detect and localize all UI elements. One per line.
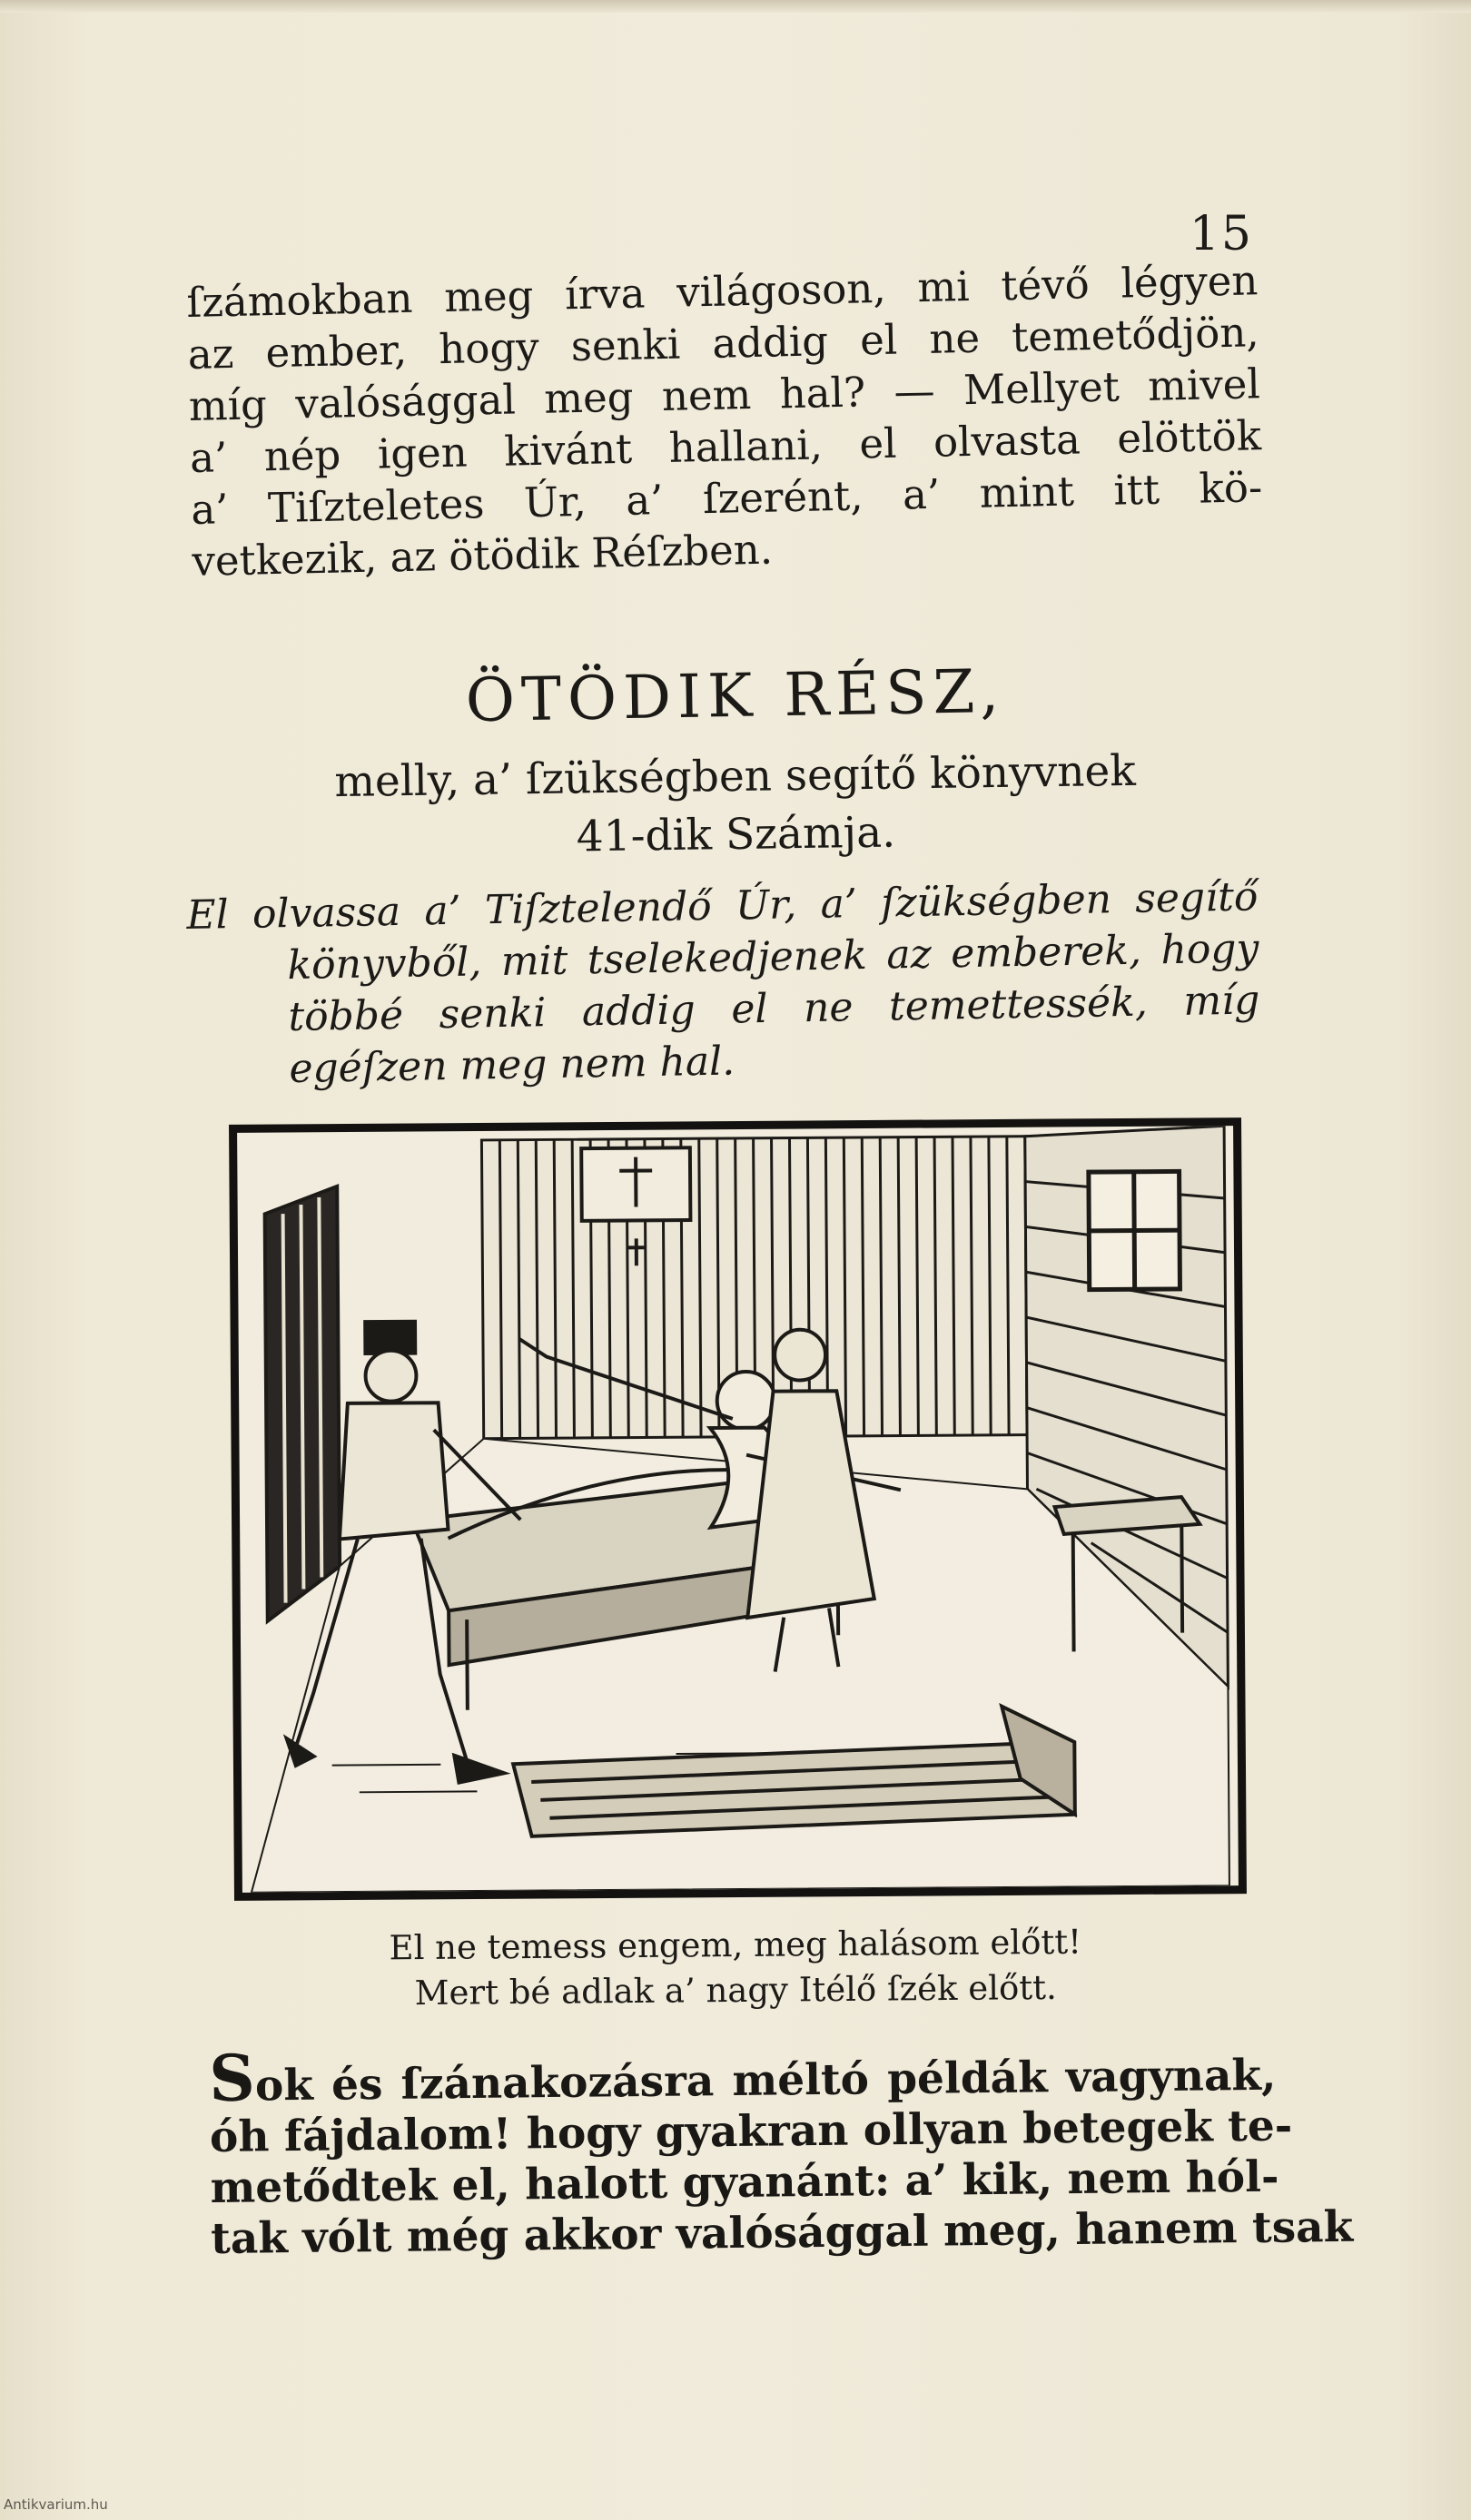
woodcut-illustration: [229, 1117, 1247, 1901]
text-line: míg valósággal meg nem hal? — Mellyet mivel: [188, 359, 1261, 430]
italic-summary: [186, 871, 1261, 1097]
text-line: a’ nép igen kivánt hallani, el olvasta elöttök: [189, 411, 1262, 482]
text-line: vetkezik, az ötödik Réſzben.: [192, 525, 774, 586]
woodcut-drawing: [237, 1126, 1239, 1893]
section-subtitle: [0, 738, 1471, 875]
caption-line: Mert bé adlak a’ nagy Itélő ſzék előtt.: [414, 1967, 1057, 2013]
illustration-caption: [0, 1916, 1471, 2020]
summary-line: egéſzen meg nem hal.: [289, 1038, 736, 1093]
summary-line: El olvassa a’ Tiſztelendő Úr, a’ ſzükségben segítő: [186, 873, 1259, 939]
text-line: a’ Tiſzteletes Úr, a’ ſzerént, a’ mint itt kö-: [190, 463, 1263, 534]
door: [264, 1186, 340, 1621]
subtitle-line: 41-dik Számja.: [576, 807, 896, 862]
summary-line: könyvből, mit tselekedjenek az emberek, hogy: [287, 925, 1259, 989]
text-line: metődtek el, halott gyanánt: a’ kik, nem hól-: [210, 2151, 1279, 2213]
summary-line: többé senki addig el ne temettessék, míg: [288, 977, 1260, 1041]
text-line: tak vólt még akkor valósággal meg, hanem tsak: [210, 2201, 1354, 2264]
text-line: az ember, hogy senki addig el ne temetődjön,: [187, 308, 1260, 379]
text-line: [208, 2040, 1277, 2116]
drop-initial: S: [208, 2040, 256, 2116]
first-line-rest: ok és ſzánakozásra méltó példák vagynak,: [254, 2050, 1277, 2111]
page-number: 15: [1189, 207, 1253, 261]
section-heading: ÖTÖDIK RÉSZ,: [465, 655, 1006, 736]
text-line: óh fájdalom! hogy gyakran ollyan betegek te-: [209, 2101, 1293, 2162]
text-line: ſzámokban meg írva világoson, mi tévő légyen: [186, 256, 1259, 327]
closing-paragraph: [208, 2040, 1354, 2265]
caption-line: El ne temess engem, meg halásom előtt!: [389, 1922, 1082, 1968]
watermark: Antikvarium.hu: [4, 2496, 108, 2513]
page-top-edge: [0, 0, 1471, 13]
window: [1089, 1171, 1180, 1289]
subtitle-line: melly, a’ ſzükségben segítő könyvnek: [333, 745, 1137, 808]
intro-paragraph: [186, 254, 1264, 587]
